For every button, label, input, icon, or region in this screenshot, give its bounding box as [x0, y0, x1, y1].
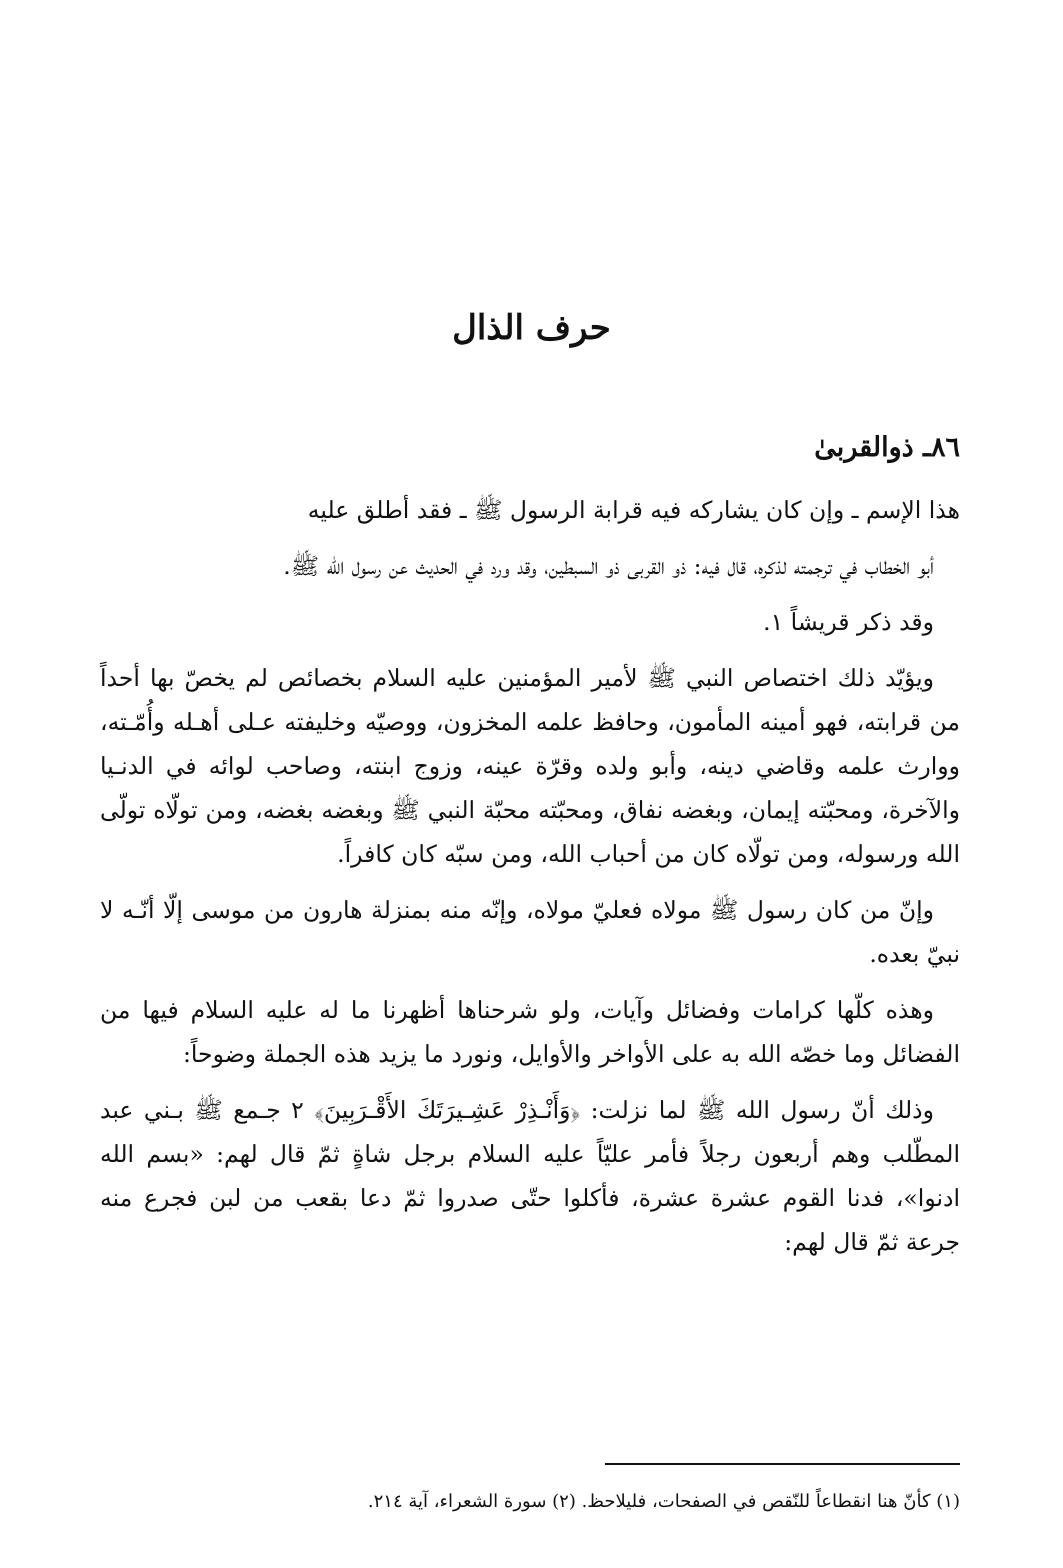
paragraph-3: وقد ذكر قريشاً ١.	[763, 608, 934, 636]
paragraph-4: ويؤيّد ذلك اختصاص النبي ﷺ لأمير المؤمنين عليه السلام بخصائص لم يخصّ بها أحداً من قرابته، فهو أمينه المأمون، وحافظ علمه المخزون، ووصيّه وخليفته عـلى أهـله وأُمّـته، ووارث علمه وقاضي دينه، وأبو ولده وقرّة عينه، وزوج ابنته، وصاحب لوائه في الدنـيا والآخرة، ومحبّته إيمان، وبغضه نفاق، ومحبّته محبّة النبي ﷺ وبغضه بغضه، ومن تولّاه تولّى الله ورسوله، ومن تولّاه كان من أحباب الله، ومن سبّه كان كافراً.	[100, 664, 960, 868]
body-text	[100, 488, 960, 1276]
paragraph-7: وذلك أنّ رسول الله ﷺ لما نزلت: ﴿وَأَنْـذِرْ عَشِـيرَتَكَ الأَقْـرَبِينَ﴾ ٢ جـمع ﷺ بـني عبد المطّلب وهم أربعون رجلاً فأمر عليّاً عليه السلام برجل شاةٍ ثمّ قال لهم: «بسم الله ادنوا»، فدنا القوم عشرة عشرة، فأكلوا حتّى صدروا ثمّ دعا بقعب من لبن فجرع منه جرعة ثمّ قال لهم:	[100, 1096, 960, 1256]
paragraph-5: وإنّ من كان رسول ﷺ مولاه فعليّ مولاه، وإنّه منه بمنزلة هارون من موسى إلّا أنّـه لا نبيّ بعده.	[100, 896, 960, 968]
paragraph-6: وهذه كلّها كرامات وفضائل وآيات، ولو شرحناها أظهرنا ما له عليه السلام فيها من الفضائل وما خصّه الله به على الأواخر والأوايل، ونورد ما يزيد هذه الجملة وضوحاً:	[100, 996, 960, 1068]
paragraph-1: هذا الإسم ـ وإن كان يشاركه فيه قرابة الرسول ﷺ ـ فقد أطلق عليه	[307, 496, 960, 524]
paragraph-2: أبو الخطاب في ترجمته لذكره، قال فيه: ذو القربى ذو السبطين، وقد ورد في الحديث عن رسول الله ﷺ.	[283, 552, 934, 580]
footnote: (١) كأنّ هنا انقطاعاً للنّقص في الصفحات، فليلاحظ. (٢) سورة الشعراء، آية ٢١٤.	[367, 1491, 960, 1512]
footnote-divider	[605, 1463, 960, 1465]
chapter-title: حرف الذال	[452, 308, 611, 348]
entry-heading: ٨٦ـ ذوالقربىٰ	[814, 432, 960, 463]
